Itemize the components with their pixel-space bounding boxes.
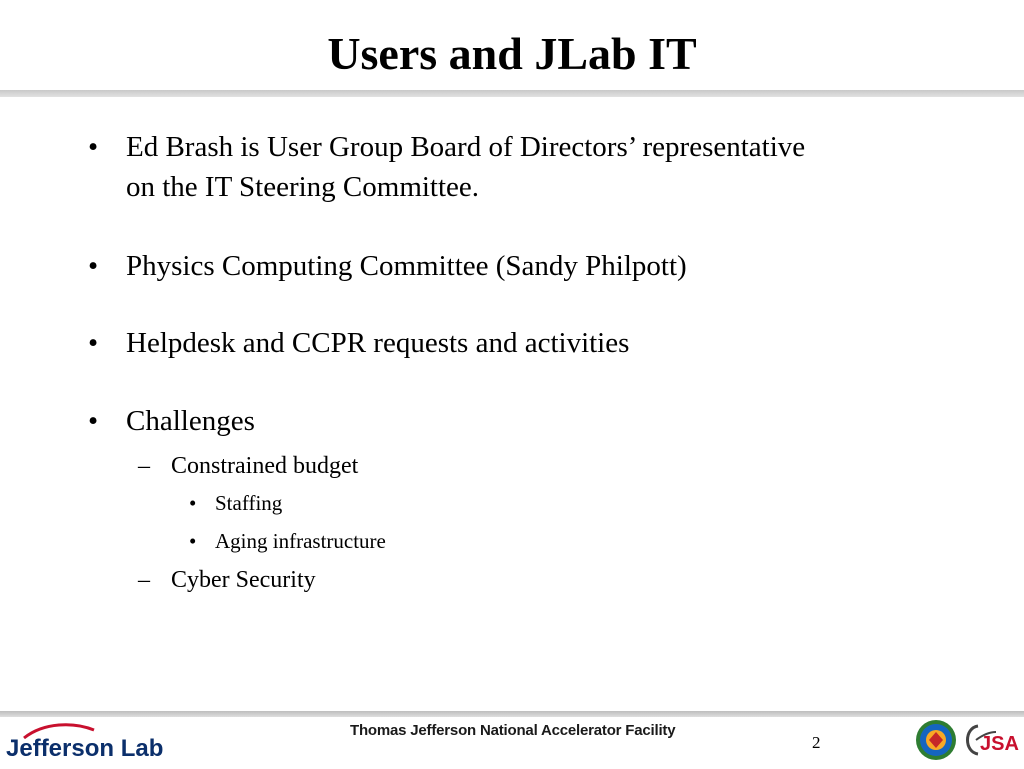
bullet-text: Helpdesk and CCPR requests and activities <box>126 327 630 359</box>
sub-sub-bullet-text: Aging infrastructure <box>215 529 386 553</box>
sub-sub-bullet-item <box>189 528 386 554</box>
bullet-item <box>88 401 255 441</box>
sub-sub-bullet-item <box>189 490 283 516</box>
bullet-marker: • <box>189 529 197 553</box>
footer-divider <box>0 711 1024 717</box>
jefferson-lab-logo-icon <box>4 720 164 764</box>
bullet-marker: • <box>88 131 99 163</box>
bullet-marker: • <box>88 250 99 282</box>
slide-title: Users and JLab IT <box>327 28 697 79</box>
bullet-marker: • <box>88 405 99 437</box>
bullet-marker: • <box>88 327 99 359</box>
sub-bullet-text: Constrained budget <box>171 453 359 479</box>
doe-seal-icon <box>914 718 958 762</box>
sub-bullet-item <box>138 565 316 595</box>
sub-bullet-text: Cyber Security <box>171 567 316 593</box>
bullet-text: Physics Computing Committee (Sandy Philpott) <box>126 250 687 282</box>
footer-organization: Thomas Jefferson National Accelerator Facility <box>350 722 676 739</box>
bullet-text-line: Ed Brash is User Group Board of Directors’ representative <box>126 131 806 163</box>
bullet-item <box>88 323 630 363</box>
jsa-logo <box>960 718 1022 762</box>
jefferson-lab-logo-text: Jefferson Lab <box>6 735 164 762</box>
bullet-item <box>88 127 806 207</box>
jefferson-lab-logo <box>4 720 164 764</box>
page-number: 2 <box>812 733 821 752</box>
title-divider <box>0 90 1024 97</box>
bullet-text: Challenges <box>126 405 255 437</box>
dash-marker: – <box>138 567 150 593</box>
bullet-item <box>88 246 687 286</box>
bullet-marker: • <box>189 491 197 515</box>
jsa-logo-text: JSA <box>980 733 1019 755</box>
jsa-logo-icon <box>960 718 1022 762</box>
sub-sub-bullet-text: Staffing <box>215 491 283 515</box>
dash-marker: – <box>138 453 150 479</box>
bullet-text-line: on the IT Steering Committee. <box>126 171 480 203</box>
sub-bullet-item <box>138 451 359 481</box>
doe-seal-logo <box>914 718 958 762</box>
